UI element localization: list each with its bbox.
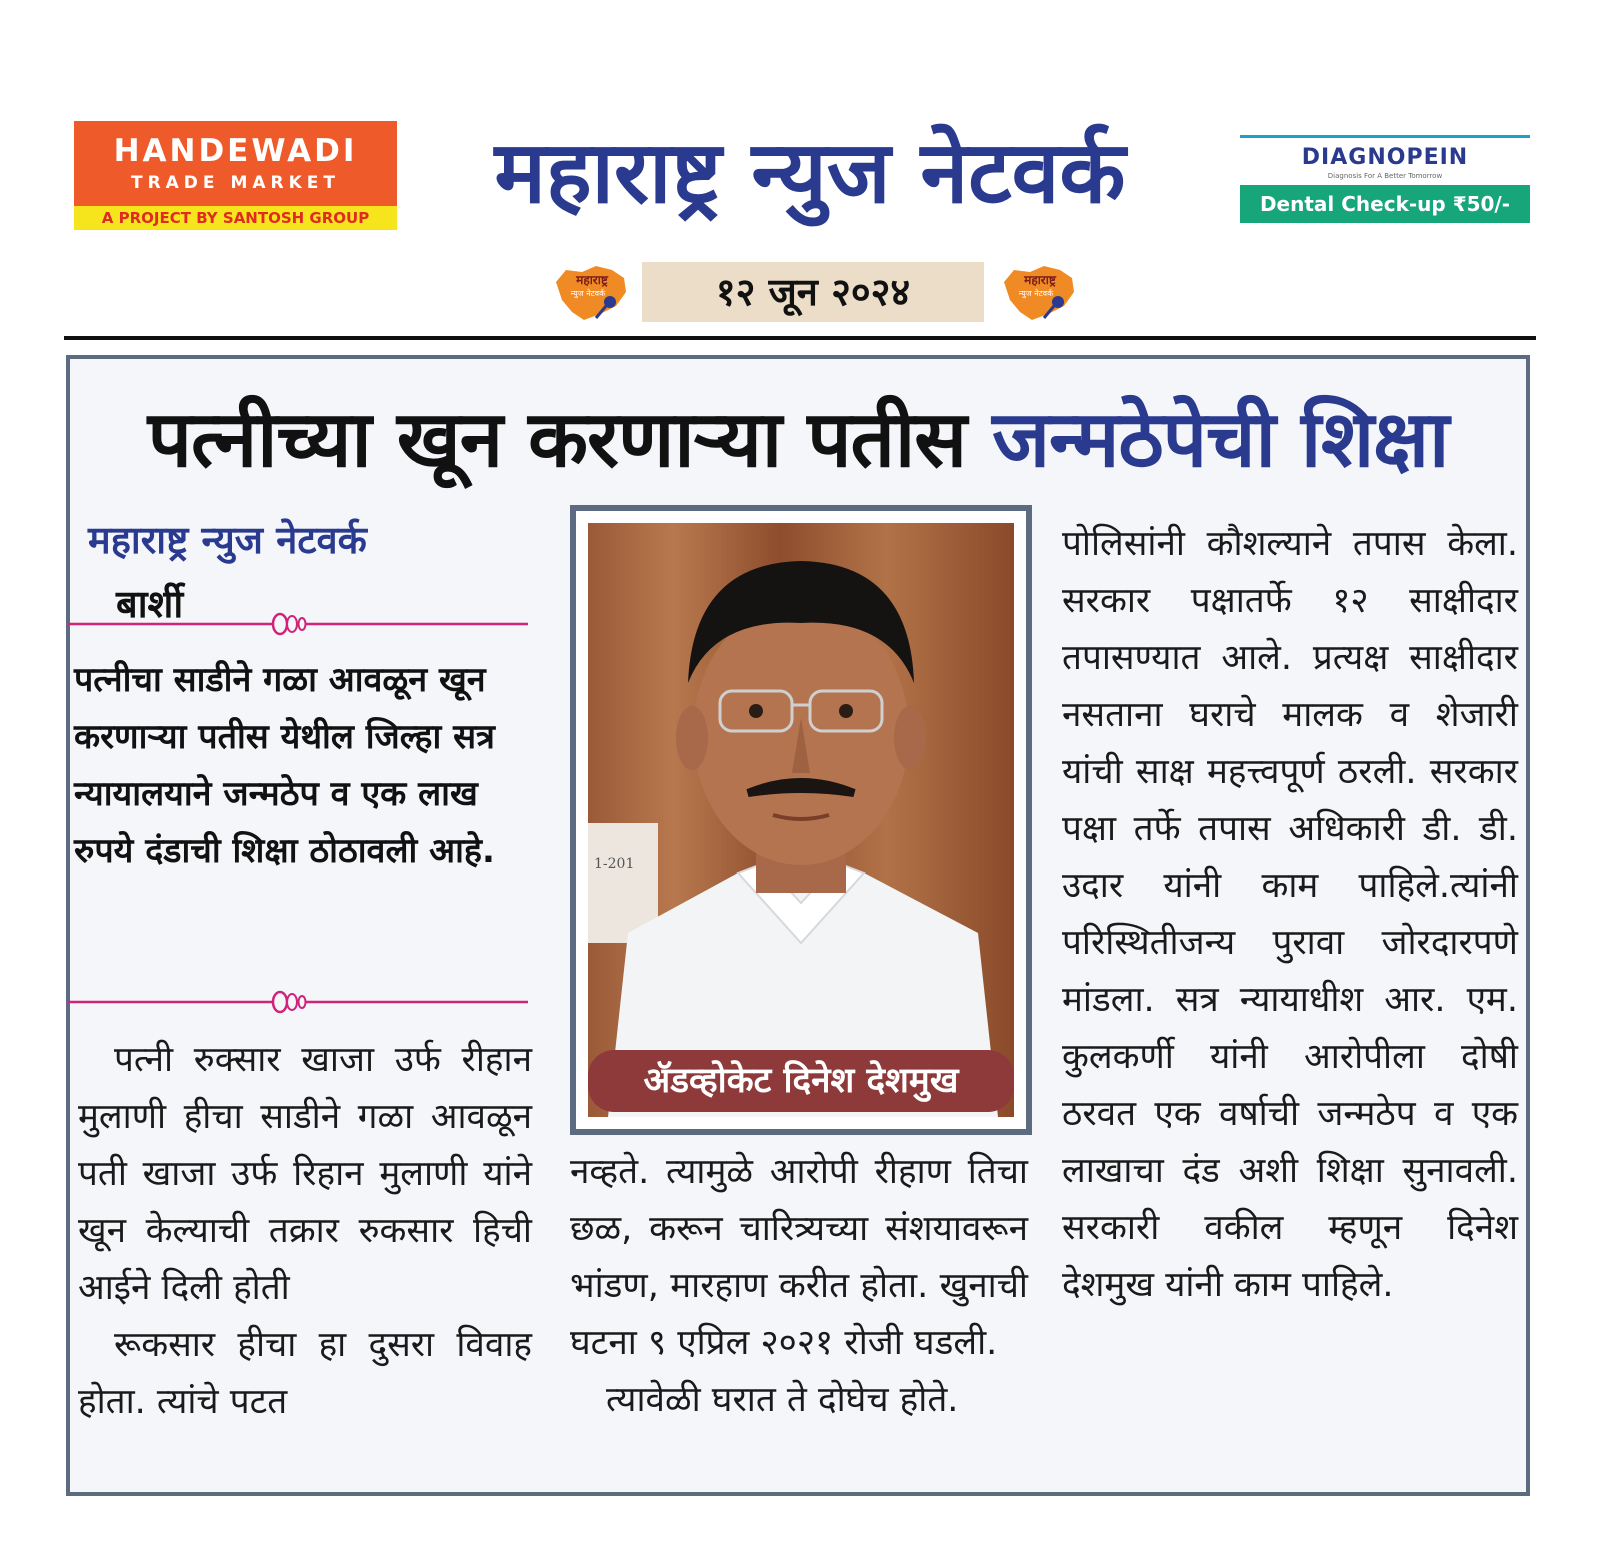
svg-text:1-201: 1-201 xyxy=(594,856,635,872)
masthead-title: महाराष्ट्र न्युज नेटवर्क xyxy=(494,123,1126,223)
article-headline xyxy=(78,380,1518,500)
advocate-portrait-image xyxy=(588,523,1014,1117)
handewadi-ad xyxy=(74,121,397,230)
ornament-divider-icon xyxy=(68,990,528,1014)
ad-project-strip: A PROJECT BY SANTOSH GROUP xyxy=(74,206,397,230)
ad-diagnopein-brand: DIAGNOPEIN xyxy=(1301,145,1469,170)
byline: महाराष्ट्र न्युज नेटवर्क xyxy=(88,518,367,562)
headline-blue-part: जन्मठेपेची शिक्षा xyxy=(992,395,1449,485)
ad-trade-market: TRADE MARKET xyxy=(130,173,341,193)
article-column-1 xyxy=(78,1032,532,1431)
column-2-paragraph-1: नव्हते. त्यामुळे आरोपी रीहाण तिचा छळ, करून चारित्र्यच्या संशयावरून भांडण, मारहाण करीत होता. खुनाची घटना ९ एप्रिल २०२१ रोजी घडली. xyxy=(570,1152,1028,1363)
svg-text:न्युज नेटवर्क: न्युज नेटवर्क xyxy=(570,289,606,298)
article-column-3 xyxy=(1062,516,1518,1314)
maharashtra-logo-icon xyxy=(1000,262,1078,324)
ad-diagnopein-tagline: Diagnosis For A Better Tomorrow xyxy=(1327,172,1443,180)
ad-handewadi-title: HANDEWADI xyxy=(113,133,358,169)
header-divider xyxy=(64,336,1536,340)
column-2-paragraph-2: त्यावेळी घरात ते दोघेच होते. xyxy=(606,1380,959,1420)
ad-dental-offer: Dental Check-up ₹50/- xyxy=(1240,185,1530,223)
ornament-divider-icon xyxy=(68,612,528,636)
photo-caption: ॲडव्होकेट दिनेश देशमुख xyxy=(588,1050,1014,1112)
column-1-paragraph-1: पत्नी रुक्सार खाजा उर्फ रीहान मुलाणी हीचा साडीने गळा आवळून पती खाजा उर्फ रिहान मुलाणी यांने खून केल्याची तक्रार रुकसार हिची आईने दिली होती xyxy=(78,1040,532,1308)
issue-date: १२ जून २०२४ xyxy=(642,262,984,322)
maharashtra-logo-icon xyxy=(552,262,630,324)
svg-text:न्युज नेटवर्क: न्युज नेटवर्क xyxy=(1018,289,1054,298)
headline-black-part: पत्नीच्या खून करणाऱ्या पतीस xyxy=(147,395,966,485)
article-column-2 xyxy=(570,1144,1028,1429)
column-3-paragraph-1: पोलिसांनी कौशल्याने तपास केला. सरकार पक्षातर्फे १२ साक्षीदार तपासण्यात आले. प्रत्यक्ष साक्षीदार नसताना घराचे मालक व शेजारी यांची साक्ष महत्त्वपूर्ण ठरली. सरकार पक्षा तर्फे तपास अधिकारी डी. डी. उदार यांनी काम पाहिले.त्यांनी परिस्थितीजन्य पुरावा जोरदारपणे मांडला. सत्र न्यायाधीश आर. एम. कुलकर्णी यांनी आरोपीला दोषी ठरवत एक वर्षाची जन्मठेप व एक लाखाचा दंड अशी शिक्षा सुनावली. सरकारी वकील म्हणून दिनेश देशमुख यांनी काम पाहिले. xyxy=(1062,524,1518,1305)
diagnopein-ad xyxy=(1240,135,1530,223)
dateline-place: बार्शी xyxy=(116,582,184,626)
svg-text:महाराष्ट्र: महाराष्ट्र xyxy=(576,273,608,287)
svg-text:महाराष्ट्र: महाराष्ट्र xyxy=(1024,273,1056,287)
article-lead: पत्नीचा साडीने गळा आवळून खून करणाऱ्या पतीस येथील जिल्हा सत्र न्यायालयाने जन्मठेप व एक लाख रुपये दंडाची शिक्षा ठोठावली आहे. xyxy=(74,660,495,871)
column-1-paragraph-2: रूकसार हीचा हा दुसरा विवाह होता. त्यांचे पटत xyxy=(78,1325,532,1422)
ad-top-line xyxy=(1240,135,1530,138)
